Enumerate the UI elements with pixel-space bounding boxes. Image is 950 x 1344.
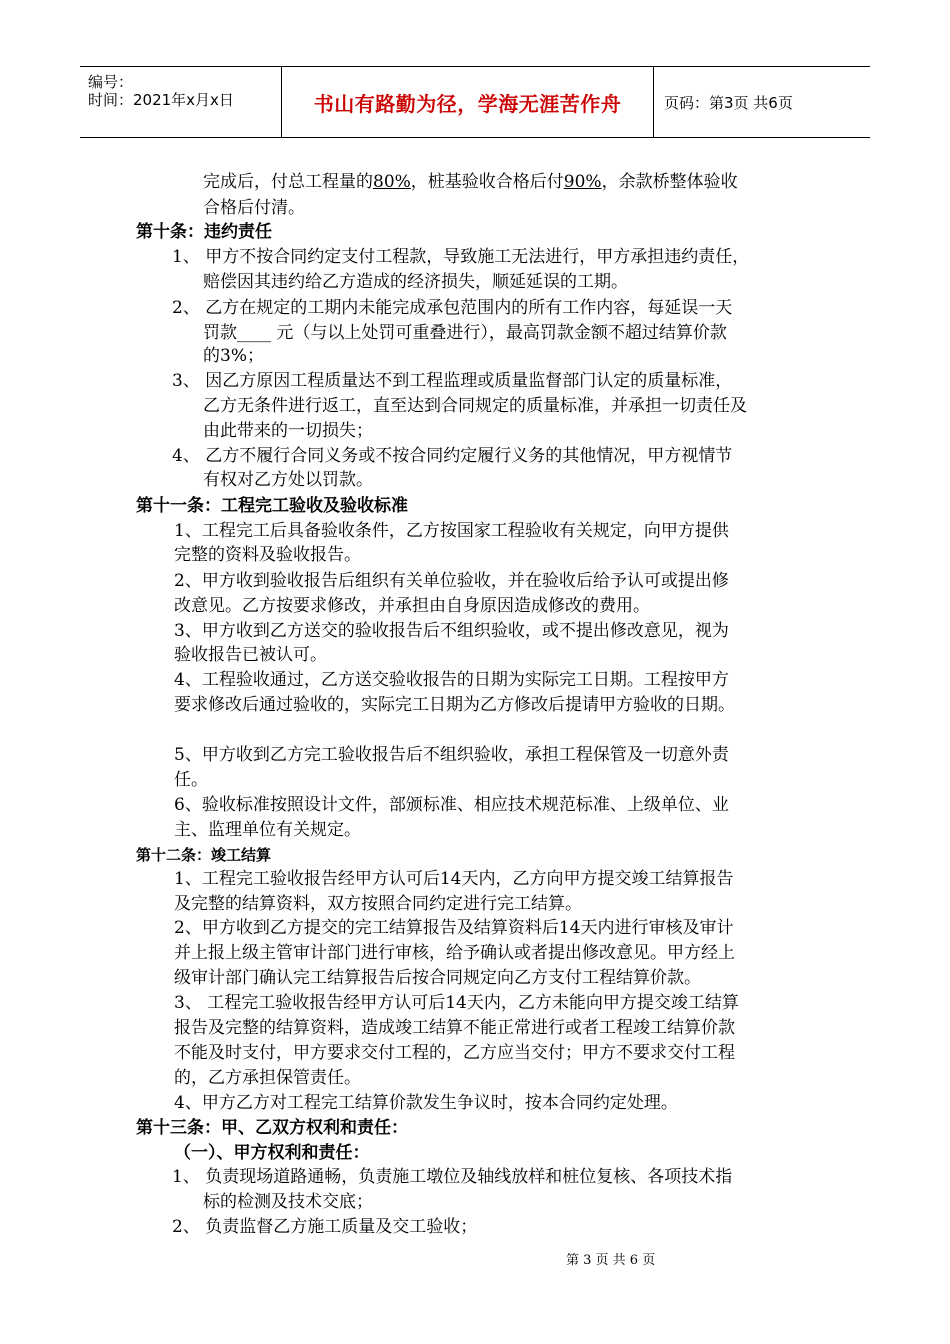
- text-line: 改意见。乙方按要求修改，并承担由自身原因造成修改的费用。: [174, 596, 650, 616]
- article-13-title: 第十三条：甲、乙双方权利和责任：: [136, 1118, 408, 1138]
- article-12-title: 第十二条：竣工结算: [136, 846, 272, 864]
- text-line: 3、 因乙方原因工程质量达不到工程监理或质量监督部门认定的质量标准，: [172, 371, 733, 391]
- text-line: 的，乙方承担保管责任。: [174, 1068, 361, 1088]
- text-line: 及完整的结算资料，双方按照合同约定进行完工结算。: [174, 894, 582, 914]
- text-line: 赔偿因其违约给乙方造成的经济损失，顺延延误的工期。: [203, 272, 628, 292]
- text-line: 要求修改后通过验收的，实际完工日期为乙方修改后提请甲方验收的日期。: [174, 695, 735, 715]
- page-header: [80, 66, 870, 138]
- text-line: 3、甲方收到乙方送交的验收报告后不组织验收，或不提出修改意见，视为: [174, 621, 729, 641]
- text-line: 5、甲方收到乙方完工验收报告后不组织验收，承担工程保管及一切意外责: [174, 745, 729, 765]
- doc-date: 时间：2021年x月x日: [88, 91, 234, 109]
- text-line: 验收报告已被认可。: [174, 645, 327, 665]
- text-line: 6、验收标准按照设计文件，部颁标准、相应技术规范标准、上级单位、业: [174, 795, 729, 815]
- page-footer: 第 3 页 共 6 页: [566, 1253, 656, 1268]
- text-line: 级审计部门确认完工结算报告后按合同规定向乙方支付工程结算价款。: [174, 968, 701, 988]
- text-line: 报告及完整的结算资料，造成竣工结算不能正常进行或者工程竣工结算价款: [174, 1018, 735, 1038]
- text-line: 2、 乙方在规定的工期内未能完成承包范围内的所有工作内容，每延误一天: [172, 298, 733, 318]
- doc-number-label: 编号：: [88, 73, 134, 91]
- text-line: 有权对乙方处以罚款。: [203, 470, 373, 490]
- text-line: 完整的资料及验收报告。: [174, 545, 361, 565]
- text-line: 2、 负责监督乙方施工质量及交工验收；: [172, 1217, 478, 1237]
- text-line: 4、 乙方不履行合同义务或不按合同约定履行义务的其他情况，甲方视情节: [172, 446, 733, 466]
- text-line: 3、 工程完工验收报告经甲方认可后14天内，乙方未能向甲方提交竣工结算: [174, 993, 739, 1013]
- text-line: 罚款____ 元（与以上处罚可重叠进行），最高罚款金额不超过结算价款: [203, 323, 727, 343]
- header-motto: 书山有路勤为径，学海无涯苦作舟: [282, 67, 654, 137]
- text-line: 主、监理单位有关规定。: [174, 820, 361, 840]
- underlined-percent: 80%: [373, 172, 411, 192]
- text-line: 并上报上级主管审计部门进行审核，给予确认或者提出修改意见。甲方经上: [174, 943, 735, 963]
- text-line: 合格后付清。: [203, 198, 305, 218]
- text-line: 1、工程完工后具备验收条件，乙方按国家工程验收有关规定，向甲方提供: [174, 521, 729, 541]
- text-line: 2、甲方收到乙方提交的完工结算报告及结算资料后14天内进行审核及审计: [174, 918, 734, 938]
- text-line: 1、 甲方不按合同约定支付工程款，导致施工无法进行，甲方承担违约责任，: [172, 247, 750, 267]
- text-line: 2、甲方收到验收报告后组织有关单位验收，并在验收后给予认可或提出修: [174, 571, 729, 591]
- text-line: 不能及时支付，甲方要求交付工程的，乙方应当交付；甲方不要求交付工程: [174, 1043, 735, 1063]
- header-page-info: 页码：第3页 共6页: [664, 93, 793, 112]
- text-line: 的3%；: [203, 346, 264, 366]
- text-line: 4、工程验收通过，乙方送交验收报告的日期为实际完工日期。工程按甲方: [174, 670, 729, 690]
- text-line: 标的检测及技术交底；: [203, 1192, 373, 1212]
- text-line: 4、甲方乙方对工程完工结算价款发生争议时，按本合同约定处理。: [174, 1093, 678, 1113]
- payment-line-1: 完成后，付总工程量的80%，桩基验收合格后付90%，余款桥整体验收: [203, 172, 738, 192]
- text-line: 1、 负责现场道路通畅，负责施工墩位及轴线放样和桩位复核、各项技术指: [172, 1167, 733, 1187]
- text-line: 由此带来的一切损失；: [203, 421, 373, 441]
- underlined-percent: 90%: [563, 172, 602, 192]
- article-13-subtitle: （一）、甲方权利和责任：: [174, 1143, 370, 1163]
- text-line: 任。: [174, 770, 208, 790]
- text-line: 乙方无条件进行返工，直至达到合同规定的质量标准，并承担一切责任及: [203, 396, 747, 416]
- article-11-title: 第十一条：工程完工验收及验收标准: [136, 496, 408, 516]
- fine-blank: ____: [237, 323, 271, 343]
- header-meta: [80, 67, 282, 137]
- article-10-title: 第十条：违约责任: [136, 222, 272, 242]
- text-line: 1、工程完工验收报告经甲方认可后14天内，乙方向甲方提交竣工结算报告: [174, 869, 734, 889]
